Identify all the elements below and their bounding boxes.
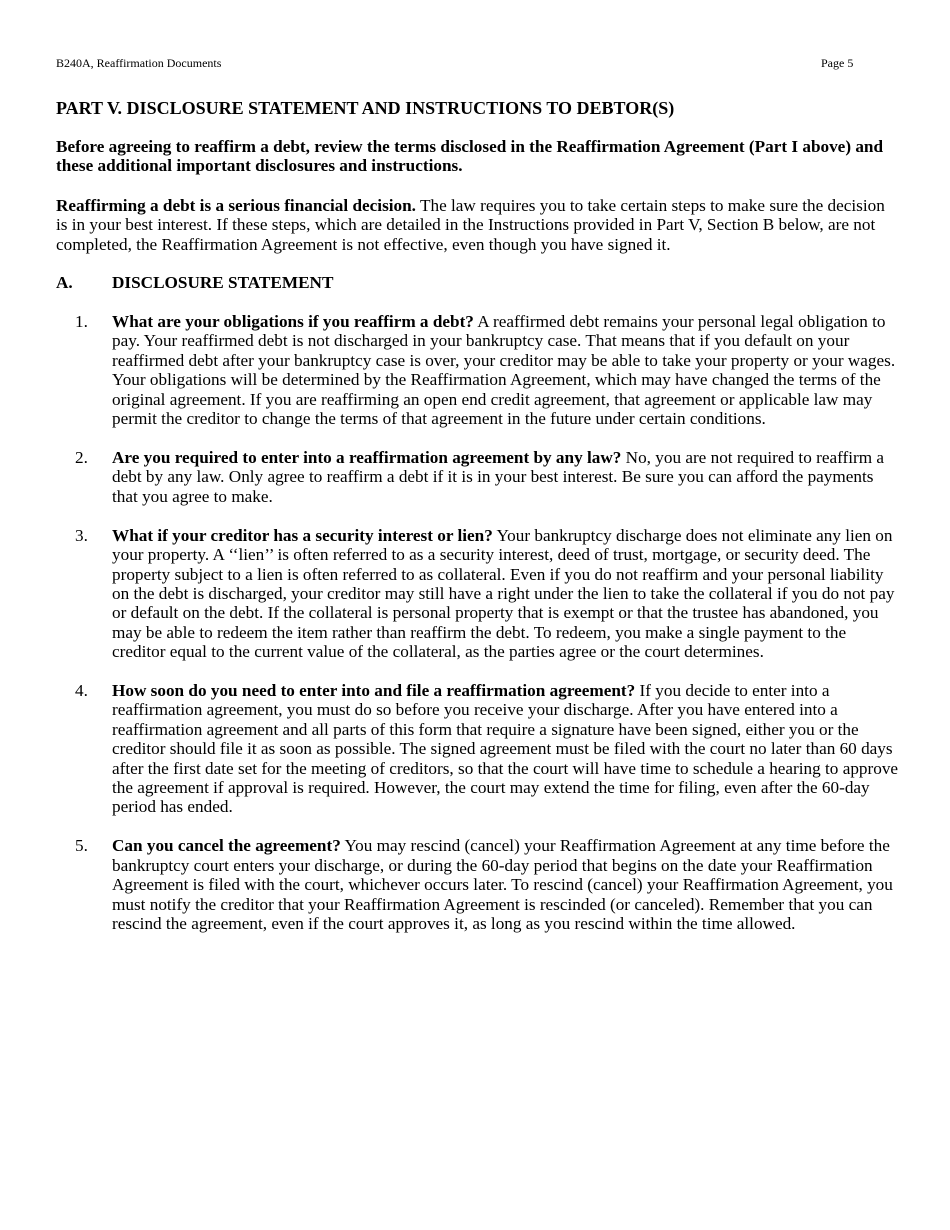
document-body [56,98,900,953]
item-question: How soon do you need to enter into and file a reaffirmation agreement? [112,681,636,701]
item-number: 4. [75,681,88,701]
list-item [56,448,900,506]
disclosure-list [56,312,900,933]
item-question: Are you required to enter into a reaffirmation agreement by any law? [112,447,622,467]
item-answer: You may rescind (cancel) your Reaffirmation Agreement at any time before the bankruptcy court enters your discharge, or during the 60-day period that begins on the date your Reaffirmation Agreement is filed with the court, whichever occurs later. To rescind (cancel) your Reaffirmation Agreement, you must notify the creditor that your Reaffirmation Agreement is rescinded (or canceled). Remember that you can rescind the agreement, even if the court approves it, as long as you rescind within the time allowed. [112,836,893,933]
intro-paragraph [56,196,900,254]
lead-instruction: Before agreeing to reaffirm a debt, review the terms disclosed in the Reaffirmation Agreement (Part I above) and these additional important disclosures and instructions. [56,137,884,176]
intro-bold: Reaffirming a debt is a serious financial decision. [56,195,416,215]
section-a-heading [56,273,900,293]
section-letter: A. [56,273,73,293]
list-item [56,526,900,662]
item-number: 5. [75,836,88,856]
list-item [56,312,900,428]
item-answer: A reaffirmed debt remains your personal legal obligation to pay. Your reaffirmed debt is not discharged in your bankruptcy case. That means that if you default on your reaffirmed debt after your bankruptcy case is over, your creditor may be able to take your property or your wages. Your obligations will be determined by the Reaffirmation Agreement, which may have changed the terms of the original agreement. If you are reaffirming an open end credit agreement, that agreement or applicable law may permit the creditor to change the terms of that agreement in the future under certain conditions. [112,312,896,429]
item-question: Can you cancel the agreement? [112,836,341,856]
form-title: B240A, Reaffirmation Documents [56,56,222,70]
item-question: What are your obligations if you reaffirm a debt? [112,312,474,332]
item-answer: If you decide to enter into a reaffirmation agreement, you must do so before you receive your discharge. After you have entered into a reaffirmation agreement and all parts of this form that require a signature have been signed, either you or the creditor should file it as soon as possible. The signed agreement must be filed with the court no later than 60 days after the first date set for the meeting of creditors, so that the court will have time to schedule a hearing to approve the agreement if approval is required. However, the court may extend the time for filing, even after the 60-day period has ended. [112,681,899,817]
part-title: PART V. DISCLOSURE STATEMENT AND INSTRUCTIONS TO DEBTOR(S) [56,98,675,118]
item-number: 3. [75,525,88,545]
intro-text: The law requires you to take certain steps to make sure the decision is in your best interest. If these steps, which are detailed in the Instructions provided in Part V, Section B below, are not completed, the Reaffirmation Agreement is not effective, even though you have signed it. [56,195,885,254]
item-number: 1. [75,312,88,332]
item-answer: Your bankruptcy discharge does not eliminate any lien on your property. A ‘‘lien’’ is often referred to as a security interest, deed of trust, mortgage, or security deed. The property subject to a lien is often referred to as collateral. Even if you do not reaffirm and your personal liability on the debt is discharged, your creditor may still have a right under the lien to take the collateral if you do not pay or default on the debt. If the collateral is personal property that is exempt or that the trustee has abandoned, you may be able to redeem the item rather than reaffirm the debt. To redeem, you make a single payment to the creditor equal to the current value of the collateral, as the parties agree or the court determines. [112,525,895,662]
page-number: Page 5 [821,56,854,70]
list-item [56,681,900,817]
item-question: What if your creditor has a security interest or lien? [112,525,493,545]
item-number: 2. [75,447,88,467]
list-item [56,836,900,933]
section-title: DISCLOSURE STATEMENT [112,273,334,293]
item-answer: No, you are not required to reaffirm a debt by any law. Only agree to reaffirm a debt if it is in your best interest. Be sure you can afford the payments that you agree to make. [112,447,885,506]
